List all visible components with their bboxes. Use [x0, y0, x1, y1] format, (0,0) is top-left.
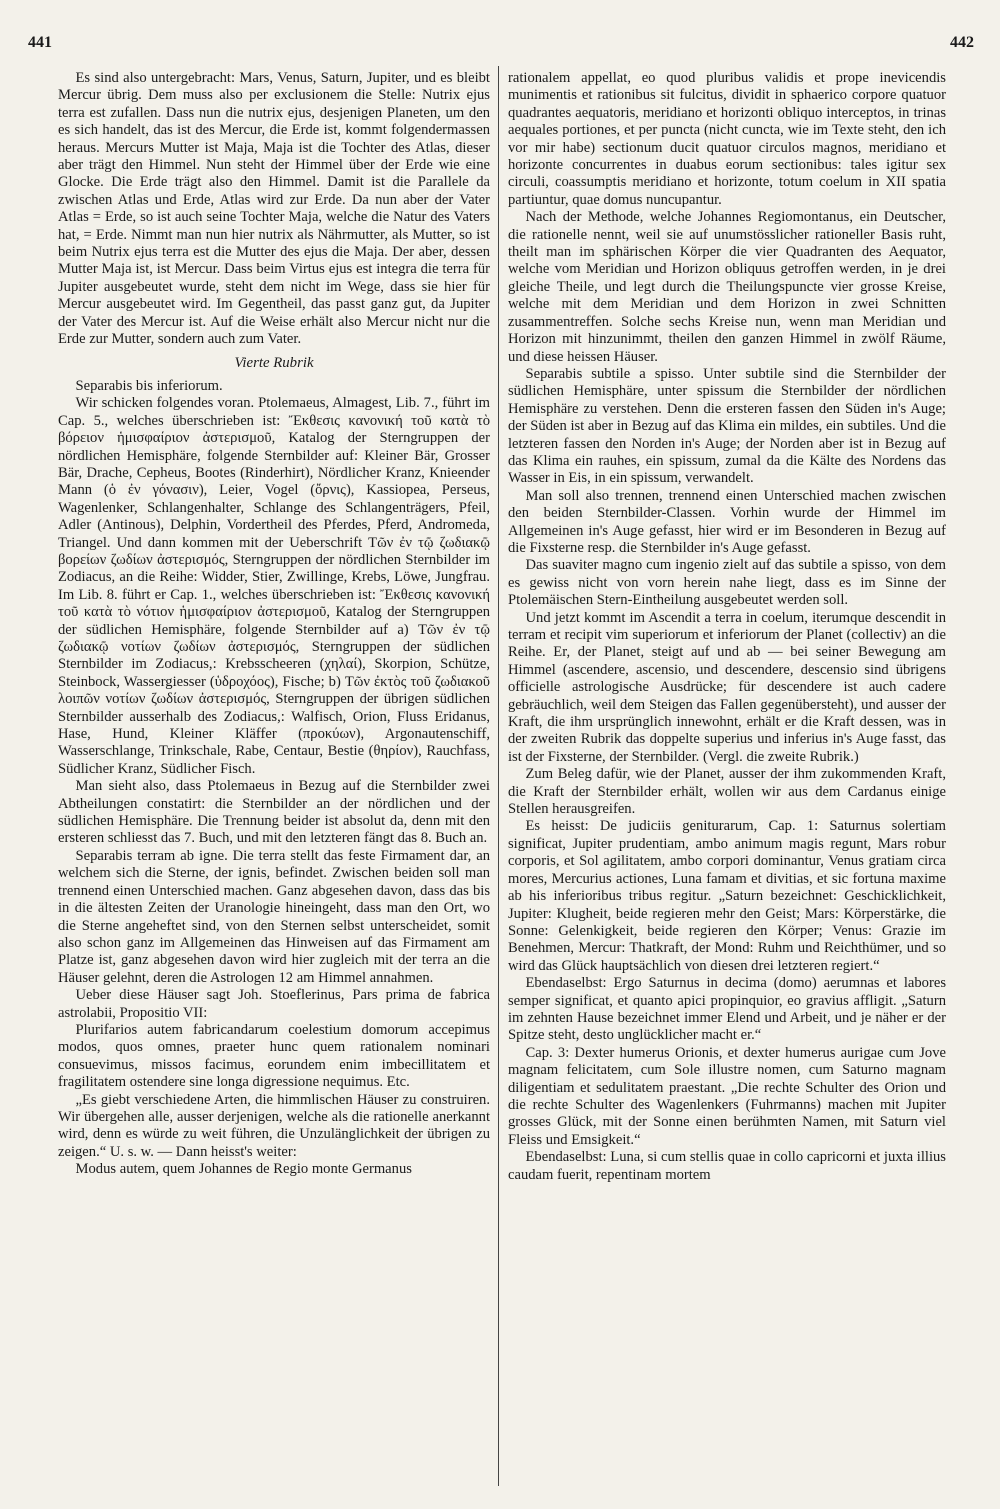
page-number-left: 441 [28, 34, 52, 51]
section-heading: Vierte Rubrik [234, 354, 314, 371]
paragraph: Separabis bis inferiorum. [75, 377, 223, 394]
paragraph: Ueber diese Häuser sagt Joh. Stoeflerinus, Pars prima de fabrica astrolabii, Propositio VII: [58, 987, 490, 1021]
paragraph: „Es giebt verschiedene Arten, die himmlischen Häuser zu construiren. Wir übergehen alle, ausser derjenigen, welche als die rationelle anerkannt wird, denn es würde zu weit führen, die Unzulänglichkeit der übrigen zu zeigen.“ U. s. w. — Dann heisst's weiter: [58, 1091, 490, 1160]
paragraph: Das suaviter magno cum ingenio zielt auf das subtile a spisso, von dem es gewiss nicht von vorn herein nahe liegt, dass es im Sinne der Ptolemäischen Stern-Eintheilung ausgebeutet werden soll. [508, 557, 946, 609]
paragraph: Es sind also untergebracht: Mars, Venus, Saturn, Jupiter, und es bleibt Mercur übrig. Dem muss also per exclusionem die Stelle: Nutrix ejus terra est zufallen. Dass nun die nutrix ejus, desjenigen Planeten, um den es sich handelt, das ist des Mercur, die Erde ist, kommt folgendermassen heraus. Mercurs Mutter ist Maja, Maja ist die Tochter des Atlas, dieser aber trägt den Himmel. Nun steht der Himmel über der Erde wie eine Glocke. Die Erde trägt also den Himmel. Damit ist die Parallele da zwischen Atlas und Erde, Atlas wird zur Erde. Da nun aber der Vater Atlas = Erde, so ist auch seine Tochter Maja, welche die Natur des Vaters hat, = Erde. Nimmt man nun hier nutrix als Nährmutter, als Mutter, so ist beim Nutrix ejus terra est die Mutter des ejus die Maja. Der aber, dessen Mutter Maja ist, ist Mercur. Dass beim Virtus ejus est integra die terra für Jupiter ausgebeutet wurde, steht dem nicht im Wege, dass sie hier für Mercur ausgebeutet wird. Im Gegentheil, das passt ganz gut, da Jupiter der Vater des Mercur ist. Auf die Weise erhält also Mercur nicht nur die Erde zur Mutter, sondern auch zum Vater. [58, 70, 490, 348]
paragraph: Separabis subtile a spisso. Unter subtile sind die Sternbilder der südlichen Hemisphäre, unter spissum die Sternbilder der nördlichen Hemisphäre zu verstehen. Denn die ersteren fassen den Süden in's Auge; der Süden ist aber in Bezug auf das Klima ein mildes, ein subtiles. Und die letzteren fassen den Norden in's Auge; der Norden aber ist in Bezug auf das Klima ein rauhes, ein spissum, zumal da die Kälte des Nordens das Wasser in Eis, in ein spissum, verwandelt. [508, 365, 946, 487]
paragraph: rationalem appellat, eo quod pluribus validis et prope inevicendis munimentis et rationibus sit fulcitus, dividit in sphaerico corpore quatuor quadrantes aequatoris, meridiano et horizonti obliquo interceptos, in trinas aequales portiones, et per puncta (nicht cuncta, wie im Texte steht, den ich vor mir habe) sectionum ducit quatuor circulos magnos, meridiano et horizonte concurrentes in duabus eorum sectionibus: tales igitur sex circuli, coassumptis meridiano et horizonte, totum coelum in XII spatia partiuntur, quae domus nuncupantur. [508, 70, 946, 208]
paragraph: Es heisst: De judiciis geniturarum, Cap. 1: Saturnus solertiam significat, Jupiter prudentiam, ambo animum magis regunt, Mars robur corporis, et Sol agilitatem, ambo corpori dominantur, Venus gratiam circa mores, Mercurius actiones, Luna famam et divitias, et sic fortuna maxime ab his inferioribus tribus regitur. „Saturn bezeichnet: Geschicklichkeit, Jupiter: Klugheit, beide regieren mehr den Geist; Mars: Körperstärke, die Sonne: Gelenkigkeit, beide regieren den Körper; Venus: Grazie im Benehmen, Mercur: Thatkraft, der Mond: Ruhm und Reichthümer, und so wird das Glück hauptsächlich von diesen drei letzteren regiert.“ [508, 818, 946, 974]
paragraph: Zum Beleg dafür, wie der Planet, ausser der ihm zukommenden Kraft, die Kraft der Sternbilder erhält, wollen wir aus dem Cardanus einige Stellen herausgreifen. [508, 766, 946, 818]
paragraph: Wir schicken folgendes voran. Ptolemaeus, Almagest, Lib. 7., führt im Cap. 5., welches überschrieben ist: Ἔκθεσις κανονική τοῦ κατὰ τὸ βόρειον ἡμισφαίριον ἀστερισμοῦ, Katalog der Sterngruppen der nördlichen Hemisphäre, folgende Sternbilder auf: Kleiner Bär, Grosser Bär, Drache, Cepheus, Bootes (Rinderhirt), Nördlicher Kranz, Knieender Mann (ὁ ἐν γόνασιν), Leier, Vogel (ὄρνις), Kassiopea, Perseus, Wagenlenker, Schlangenhalter, Schlange des Schlangenträgers, Pfeil, Adler (Antinous), Delphin, Vordertheil des Pferdes, Pferd, Andromeda, Triangel. Und dann kommen mit der Ueberschrift Τῶν ἐν τῷ ζωδιακῷ βορείων ζωδίων ἀστερισμός, Sterngruppen der nördlichen Sternbilder im Zodiacus, an die Reihe: Widder, Stier, Zwillinge, Krebs, Löwe, Jungfrau. Im Lib. 8. führt er Cap. 1., welches überschrieben ist: Ἔκθεσις κανονική τοῦ κατὰ τὸ νότιον ἡμισφαίριον ἀστερισμοῦ, Katalog der Sterngruppen der südlichen Hemisphäre, folgende Sternbilder auf a) Τῶν ἐν τῷ ζωδιακῷ νοτίων ζωδίων ἀστερισμός, Sterngruppen der südlichen Sternbilder im Zodiacus,: Krebsscheeren (χηλαί), Skorpion, Schütze, Steinbock, Wassergiesser (ὑδροχόος), Fische; b) Τῶν ἐκτὸς τοῦ ζωδιακοῦ λοιπῶν νοτίων ζωδίων ἀστερισμός, Sterngruppen der übrigen südlichen Sternbilder ausserhalb des Zodiacus,: Walfisch, Orion, Fluss Eridanus, Hase, Hund, Kleiner Kläffer (προκύων), Argonautenschiff, Wasserschlange, Trinkschale, Rabe, Centaur, Bestie (θηρίον), Rauchfass, Südlicher Kranz, Südlicher Fisch. [58, 395, 490, 777]
paragraph: Man sieht also, dass Ptolemaeus in Bezug auf die Sternbilder zwei Abtheilungen constatirt: die Sternbilder an der nördlichen und der südlichen Hemisphäre. Die Trennung beider ist absolut da, denn mit den ersteren schliesst das 7. Buch, und mit den letzteren fängt das 8. Buch an. [58, 778, 490, 847]
paragraph: Separabis terram ab igne. Die terra stellt das feste Firmament dar, an welchem sich die Sterne, der ignis, befindet. Zwischen beiden soll man trennend einen Unterschied machen. Ganz abgesehen davon, dass das bis in die ältesten Zeiten der Uranologie hineingeht, dass man den Ort, wo die Sterne angeheftet sind, von den Sternen selbst unterscheidet, somit also schon ganz im Allgemeinen das Hinweisen auf das Firmament am Platze ist, ganz abgesehen davon wird hier zugleich mit der terra an die Häuser gelehnt, deren die Astrologen 12 am Himmel annahmen. [58, 847, 490, 986]
paragraph: Ebendaselbst: Ergo Saturnus in decima (domo) aerumnas et labores semper significat, et quanto apici propinquior, eo gravius affligit. „Saturn im zehnten Hause bezeichnet immer Elend und Arbeit, und je näher er der Spitze steht, desto unglücklicher macht er.“ [508, 975, 946, 1044]
paragraph: Modus autem, quem Johannes de Regio monte Germanus [75, 1161, 412, 1178]
paragraph: Plurifarios autem fabricandarum coelestium domorum accepimus modos, quos omnes, praeter hunc quem rationalem nominari consuevimus, missos facimus, eorundem enim imbecillitatem et fragilitatem ostendere sine longa digressione nequimus. Etc. [58, 1021, 490, 1091]
column-divider [498, 66, 499, 1486]
paragraph: Man soll also trennen, trennend einen Unterschied machen zwischen den beiden Sternbilder-Classen. Vorhin wurde der Himmel im Allgemeinen in's Auge gefasst, hier wird er im Besonderen in Bezug auf die Fixsterne resp. die Sternbilder in's Auge gefasst. [508, 487, 946, 556]
paragraph: Cap. 3: Dexter humerus Orionis, et dexter humerus aurigae cum Jove magnam felicitatem, cum Sole illustre nomen, cum Saturno magnam diligentiam et sedulitatem praestant. „Die rechte Schulter des Orion und die rechte Schulter des Wagenlenkers (Fuhrmanns) machen mit Jupiter grosses Glück, mit der Sonne einen berühmten Namen, mit Saturn viel Fleiss und Emsigkeit.“ [508, 1044, 946, 1148]
paragraph: Ebendaselbst: Luna, si cum stellis quae in collo capricorni et juxta illius caudam fuerit, repentinam mortem [508, 1149, 946, 1183]
right-column [508, 70, 946, 1184]
paragraph: Nach der Methode, welche Johannes Regiomontanus, ein Deutscher, die rationelle nennt, weil sie auf unumstösslicher rationeller Basis ruht, theilt man im sphärischen Körper die vier Quadranten des Aequator, welche vom Meridian und Horizon obliquus getroffen werden, in je drei gleiche Theile, und legt durch die Theilungspuncte vier grosse Kreise, welche mit dem Meridian und dem Horizon in zwei Schnitten zusammentreffen. Solche sechs Kreise nun, wenn man Meridian und Horizon mit hinzunimmt, theilen den ganzen Himmel in zwölf Räume, und diese heissen Häuser. [508, 209, 946, 365]
left-column [58, 70, 490, 1179]
page-number-right: 442 [950, 34, 974, 51]
paragraph: Und jetzt kommt im Ascendit a terra in coelum, iterumque descendit in terram et recipit vim superiorum et inferiorum der Planet (collectiv) an die Reihe. Er, der Planet, steigt auf und ab — bei seiner Bewegung am Himmel (ascendere, ascensio, und descendere, descensio sind übrigens officielle astrologische Ausdrücke; für descendere ist auch cadere gebräuchlich, weil dem Steigen das Fallen gegenübersteht), und ausser der Kraft, die ihm ursprünglich innewohnt, erhält er die Kraft dessen, was in der zweiten Rubrik das doppelte superius und inferius in's Auge fasst, das ist der Fixsterne, der Sternbilder. (Vergl. die zweite Rubrik.) [508, 609, 946, 765]
